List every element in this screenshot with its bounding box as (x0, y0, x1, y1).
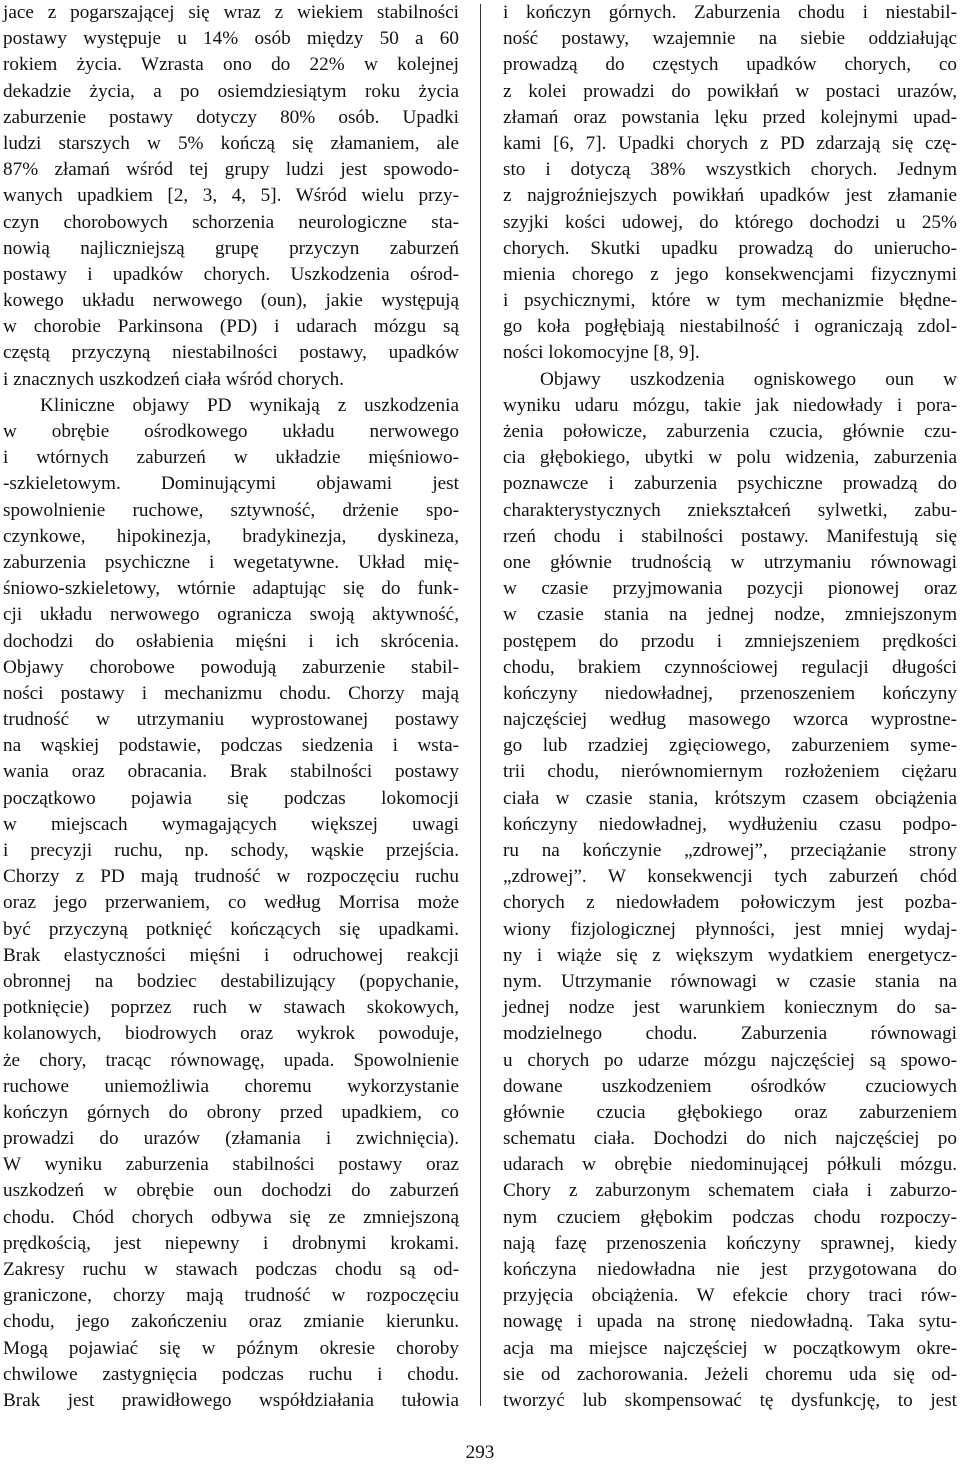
text-line: ludzi starszych w 5% kończą się złamaniem, ale (3, 132, 459, 154)
text-line: śniowo-szkieletowy, wtórnie adaptując się do funk- (3, 578, 459, 600)
text-line: żenia połowicze, zaburzenia czucia, głównie czu- (503, 421, 957, 442)
text-line: go lub rzadziej zgięciowego, zaburzeniem syme- (503, 735, 957, 757)
text-line: graniczone, chorzy mają trudność w rozpoczęciu (3, 1285, 459, 1307)
text-line: sie od zachorowania. Jeżeli choremu uda się od- (503, 1363, 957, 1385)
text-line: kami [6, 7]. Upadki chorych z PD zdarzają się czę- (503, 132, 957, 154)
text-line: W wyniku zaburzenia stabilności postawy oraz (3, 1154, 459, 1176)
text-line: w chorobie Parkinsona (PD) i udarach mózgu są (3, 316, 459, 338)
text-line: szyjki kości udowej, do którego dochodzi u 25% (503, 211, 957, 233)
text-line: cia głębokiego, ubytki w polu widzenia, zaburzenia (503, 447, 957, 469)
text-line: Objawy uszkodzenia ogniskowego oun w (540, 368, 957, 390)
text-line: początkowo pojawia się podczas lokomocji (3, 787, 459, 809)
text-line: rzeń chodu i stabilności postawy. Manifestują się (503, 525, 957, 547)
text-line: Chory z zaburzonym schematem ciała i zaburzo- (503, 1180, 957, 1202)
text-line: udarach w obrębie niedominującej półkuli mózgu. (503, 1154, 957, 1176)
text-line: w czasie przyjmowania pozycji pionowej oraz (503, 578, 957, 600)
text-line: dowane uszkodzeniem ośrodków czuciowych (503, 1075, 957, 1097)
text-line: Zakresy ruchu w stawach podczas chodu są od- (3, 1259, 459, 1280)
text-line: nym. Utrzymanie równowagi w czasie stania na (503, 970, 957, 992)
text-line: głównie czucia głębokiego oraz zaburzeniem (503, 1101, 957, 1123)
text-line: czyn chorobowych schorzenia neurologiczne sta- (3, 211, 459, 233)
text-line: częstą przyczyną niestabilności postawy, upadków (3, 342, 459, 364)
text-line: że chory, tracąc równowagę, upada. Spowolnienie (3, 1049, 459, 1071)
left-text-column (3, 0, 459, 1414)
text-line: Kliniczne objawy PD wynikają z uszkodzenia (40, 394, 459, 416)
text-line: z najgroźniejszych powikłań upadków jest złamanie (503, 185, 957, 207)
page-number: 293 (465, 1442, 495, 1463)
text-line: nowagę i upada na stronę niedowładną. Taka sytu- (503, 1311, 957, 1333)
text-line: być przyczyną potknięć kończących się upadkami. (3, 918, 459, 940)
text-line: w czasie stania na jednej nodze, zmniejszonym (503, 604, 957, 626)
text-line: 87% złamań wśród tej grupy ludzi jest spowodo- (3, 159, 459, 181)
text-line: postępem do przodu i zmniejszeniem prędkości (503, 630, 957, 652)
text-line: uszkodzeń w obrębie oun dochodzi do zaburzeń (3, 1180, 459, 1202)
text-line: wanych upadkiem [2, 3, 4, 5]. Wśród wielu przy- (3, 185, 459, 207)
text-line: jace z pogarszającej się wraz z wiekiem stabilności (3, 2, 459, 23)
text-line: i precyzji ruchu, np. schody, wąskie przejścia. (3, 840, 459, 861)
text-line: chodu, jego zakończeniu oraz zmianie kierunku. (3, 1311, 459, 1333)
text-line: wania oraz obracania. Brak stabilności postawy (3, 761, 459, 783)
text-line: ciała w czasie stania, krótszym czasem obciążenia (503, 787, 957, 809)
text-line: mienia chorego z jego konsekwencjami fizycznymi (503, 263, 957, 285)
text-line: dochodzi do osłabienia mięśni i ich skrócenia. (3, 630, 459, 652)
text-line: zaburzenie postawy dotyczy 80% osób. Upadki (3, 106, 459, 128)
text-line: prowadzą do częstych upadków chorych, co (503, 54, 957, 76)
text-line: Brak elastyczności mięśni i odruchowej reakcji (3, 944, 459, 966)
text-line: poznawcze i zaburzenia psychiczne prowadzą do (503, 473, 957, 495)
text-line: w miejscach wymagających większej uwagi (3, 813, 459, 835)
text-line: dekadzie życia, a po osiemdziesiątym roku życia (3, 80, 459, 102)
text-line: chorych. Skutki upadku prowadzą do unierucho- (503, 237, 957, 259)
text-line: kończyna niedowładna nie jest przygotowana do (503, 1259, 957, 1280)
text-line: jednej nodze jest warunkiem koniecznym do sa- (503, 997, 957, 1019)
text-line: chodu. Chód chorych odbywa się ze zmniejszoną (3, 1206, 459, 1228)
right-text-column (503, 0, 957, 1414)
text-line: trudność w utrzymaniu wyprostowanej postawy (3, 709, 459, 731)
text-line: przyjęcia obciążenia. W efekcie chory traci rów- (503, 1285, 957, 1307)
text-line: go koła pogłębiają niestabilność i ograniczają zdol- (503, 316, 957, 338)
text-line: ności lokomocyjne [8, 9]. (503, 342, 700, 364)
text-line: prędkością, jest niepewny i drobnymi krokami. (3, 1232, 459, 1254)
text-line: potknięcie) poprzez ruch w stawach skokowych, (3, 997, 459, 1019)
text-line: postawy i upadków chorych. Uszkodzenia ośrod- (3, 263, 459, 285)
text-line: modzielnego chodu. Zaburzenia równowagi (503, 1023, 957, 1045)
text-line: kolanowych, biodrowych oraz wykrok powoduje, (3, 1023, 459, 1045)
text-line: ny i wiąże się z większym wydatkiem energetycz- (503, 944, 957, 966)
text-line: prowadzi do urazów (złamania i zwichnięcia). (3, 1128, 459, 1150)
text-line: kończyn górnych do obrony przed upadkiem, co (3, 1101, 459, 1123)
text-line: czynkowe, hipokinezja, bradykinezja, dyskineza, (3, 525, 459, 547)
text-line: trii chodu, nierównomiernym rozłożeniem ciężaru (503, 761, 957, 783)
text-line: zaburzenia psychiczne i wegetatywne. Układ mię- (3, 551, 459, 573)
text-line: kowego układu nerwowego (oun), jakie występują (3, 290, 459, 312)
text-line: tworzyć lub skompensować tę dysfunkcję, to jest (503, 1389, 957, 1411)
text-line: nowią najliczniejszą grupę przyczyn zaburzeń (3, 237, 459, 259)
text-line: charakterystycznych zniekształceń sylwetki, zabu- (503, 499, 957, 521)
text-line: ruchowe uniemożliwia choremu wykorzystanie (3, 1075, 459, 1097)
text-line: ru na kończynie „zdrowej”, przeciążanie strony (503, 840, 957, 861)
text-line: „zdrowej”. W konsekwencji tych zaburzeń chód (503, 866, 957, 888)
text-line: postawy występuje u 14% osób między 50 a 60 (3, 28, 459, 50)
text-line: nają fazę przenoszenia kończyny sprawnej, kiedy (503, 1232, 957, 1254)
text-line: z kolei prowadzi do powikłań w postaci urazów, (503, 80, 957, 102)
text-line: chwilowe zastygnięcia podczas ruchu i chodu. (3, 1363, 459, 1385)
text-line: Chorzy z PD mają trudność w rozpoczęciu ruchu (3, 866, 459, 888)
text-line: Brak jest prawidłowego współdziałania tułowia (3, 1389, 459, 1411)
text-line: ności postawy i mechanizmu chodu. Chorzy mają (3, 682, 459, 704)
text-line: cji układu nerwowego ogranicza swoją aktywność, (3, 604, 459, 626)
text-line: sto i dotyczą 38% wszystkich chorych. Jednym (503, 159, 957, 181)
text-line: i znacznych uszkodzeń ciała wśród chorych. (3, 368, 344, 390)
text-line: one głównie trudnością w utrzymaniu równowagi (503, 551, 957, 573)
text-line: na wąskiej podstawie, podczas siedzenia i wsta- (3, 735, 459, 757)
text-line: w obrębie ośrodkowego układu nerwowego (3, 421, 459, 442)
text-line: obronnej na bodziec destabilizujący (popychanie, (3, 970, 459, 992)
text-line: ność postawy, wzajemnie na siebie oddziałując (503, 28, 957, 50)
text-line: Mogą pojawiać się w późnym okresie choroby (3, 1337, 459, 1359)
text-line: chorych z niedowładem połowiczym jest pozba- (503, 892, 957, 914)
text-line: kończyny niedowładnej, wydłużeniu czasu podpo- (503, 813, 957, 835)
text-line: złamań oraz powstania lęku przed kolejnymi upad- (503, 106, 957, 128)
text-line: u chorych po udarze mózgu najczęściej są spowo- (503, 1049, 957, 1071)
text-line: rokiem życia. Wzrasta ono do 22% w kolejnej (3, 54, 459, 76)
text-line: i psychicznymi, które w tym mechanizmie błędne- (503, 290, 957, 312)
text-line: acja ma miejsce najczęściej w początkowym okre- (503, 1337, 957, 1359)
column-divider (480, 4, 481, 1406)
text-line: kończyny niedowładnej, przenoszeniem kończyny (503, 682, 957, 704)
text-line: i wtórnych zaburzeń w układzie mięśniowo- (3, 447, 459, 469)
text-line: wiony fizjologicznej płynności, jest mniej wydaj- (503, 918, 957, 940)
text-line: -szkieletowym. Dominującymi objawami jest (3, 473, 459, 495)
text-line: i kończyn górnych. Zaburzenia chodu i niestabil- (503, 2, 957, 23)
text-line: nym czuciem głębokim podczas chodu rozpoczy- (503, 1206, 957, 1228)
text-line: chodu, brakiem czynnościowej regulacji długości (503, 656, 957, 678)
text-line: oraz jego przerwaniem, co według Morrisa może (3, 892, 459, 914)
text-line: najczęściej według masowego wzorca wyprostne- (503, 709, 957, 731)
text-line: Objawy chorobowe powodują zaburzenie stabil- (3, 656, 459, 678)
text-line: wyniku udaru mózgu, takie jak niedowłady i pora- (503, 394, 957, 416)
text-line: spowolnienie ruchowe, sztywność, drżenie spo- (3, 499, 459, 521)
text-line: schematu ciała. Dochodzi do nich najczęściej po (503, 1128, 957, 1150)
